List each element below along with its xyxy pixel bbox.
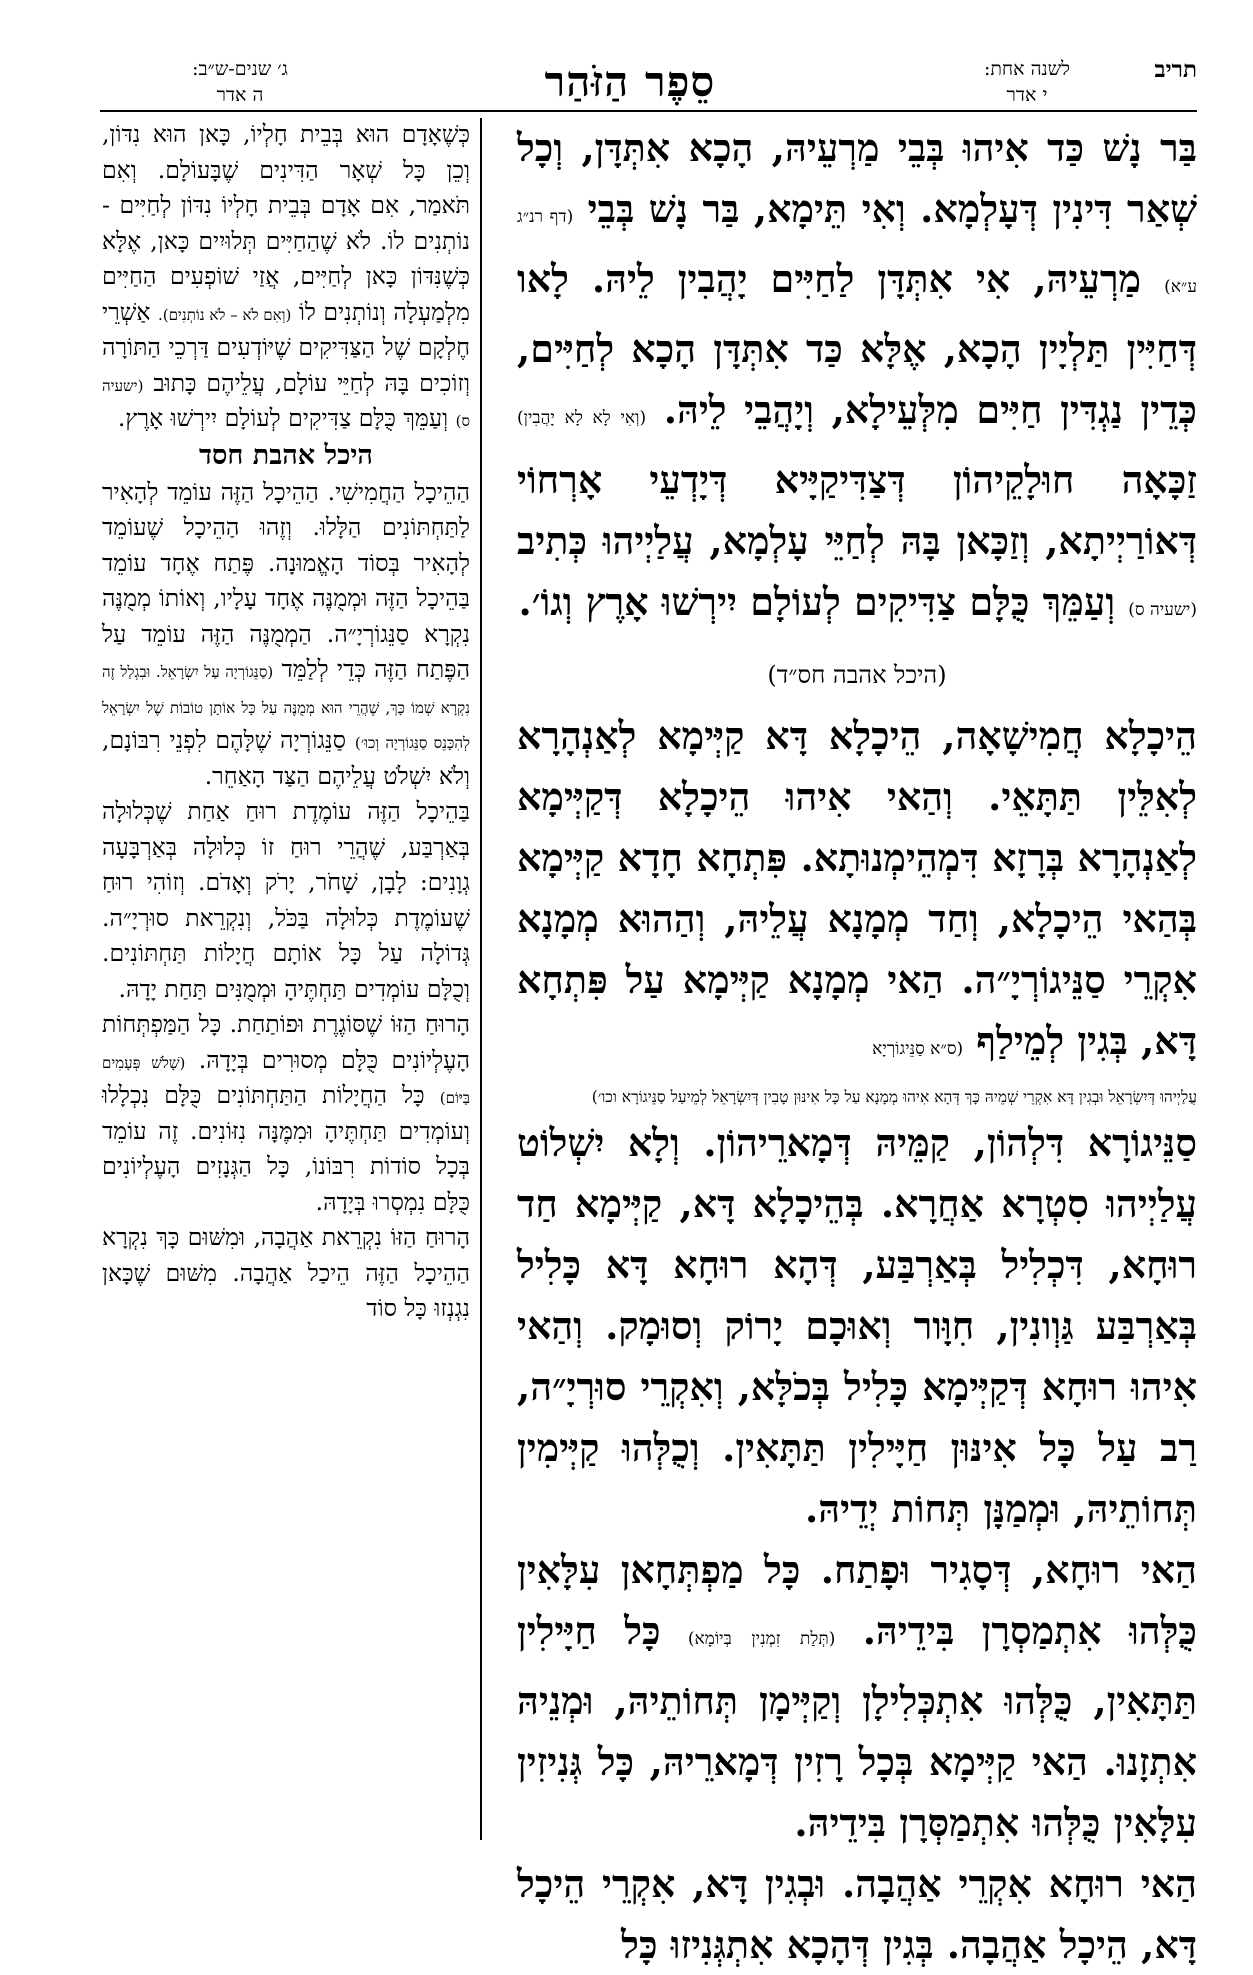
translation-text: כְּשֶׁאָדָם הוּא בְּבֵית חָלְיוֹ, כָּאן הוּא נִדּוֹן, וְכֵן כָּל שְׁאָר הַדִּינִים שֶׁבָּעוֹלָם. וְאִם תֹּאמַר, אִם אָדָם בְּבֵית חָלְיוֹ נִדּוֹן לְחַיִּים - נוֹתְנִים לוֹ. לֹא שֶׁהַחַיִּים תְּלוּיִים כָּאן, אֶלָּא כְּשֶׁנִּדּוֹן כָּאן לְחַיִּים, אֲזַי שׁוֹפְעִים הַחַיִּים מִלְמַעְלָה וְנוֹתְנִים לוֹ	[102, 120, 470, 326]
main-column	[517, 117, 1198, 1967]
verse-source: (ישעיה ס)	[102, 376, 470, 430]
verse-source: (ישעיה ס)	[1128, 600, 1197, 620]
main-paragraph	[517, 705, 1197, 1080]
schedule-line: ג׳ שנים-ש״ב:	[192, 58, 288, 80]
main-paragraph	[517, 1853, 1197, 1975]
main-paragraph	[517, 1112, 1197, 1539]
main-text: מַרְעֵיהּ, אִי אִתְּדָּן לַחַיִּים יָהֲבִין לֵיהּ. לָאו דְּחַיִּין תַּלְיָין הָכָא, אֶלָּא כַּד אִתְּדָּן הָכָא לְחַיִּים, כְּדֵין נַגְדִּין חַיִּים מִלְּעֵילָא, וְיָהֲבֵי לֵיהּ.	[517, 256, 1197, 432]
variant-note: (וְאִי לָא לָא יָהֲבִין)	[517, 408, 647, 428]
section-heading: היכל אהבת חסד	[199, 439, 373, 471]
main-text: הַאי רוּחָא, דְּסָגִיר וּפָתַח. כָּל מַפְתְּחָאן עִלָּאִין כֻּלְּהוּ אִתְמַסְרָן בִּידֵיהּ.	[517, 1547, 1197, 1653]
translation-paragraph	[102, 475, 470, 795]
main-paragraph	[517, 1539, 1197, 1853]
variant-note: (וְאִם לֹא – לֹא נוֹתְנִים).	[157, 305, 292, 324]
main-paragraph	[517, 117, 1197, 641]
translation-text: אַשְׁרֵי חֶלְקָם שֶׁל הַצַּדִּיקִים שֶׁיּוֹדְעִים דַּרְכֵי הַתּוֹרָה וְזוֹכִים בָּהּ לְחַיֵּי עוֹלָם, עֲלֵיהֶם כָּתוּב	[102, 297, 470, 397]
translation-text: וְעַמֵּךְ כֻּלָּם צַדִּיקִים לְעוֹלָם יִירְשׁוּ אָרֶץ.	[117, 404, 449, 432]
translation-paragraph	[102, 794, 470, 1007]
schedule-line: לשנה אחת:	[983, 58, 1071, 80]
section-heading: (היכל אהבה חס״ד)	[767, 661, 947, 689]
main-text: זַכָּאָה חוּלָקֵיהוֹן דְּצַדִּיקַיָּיא דְּיָדְעֵי אָרְחוֹי דְּאוֹרַיְיתָא, וְזַכָּאן בָּהּ לְחַיֵּי עָלְמָא, עֲלַיְיהוּ כְּתִיב	[517, 457, 1197, 563]
translation-text: כָּל הַחֲיָלוֹת הַתַּחְתּוֹנִים כֻּלָּם נִכְלָלוּ וְעוֹמְדִים תַּחְתֶּיהָ וּמִמֶּנָּה נִזּוֹנִים. זֶה עוֹמֵד בְּכָל סוֹדוֹת רִבּוֹנוֹ, כָּל הַגְּנָזִים הָעֶלְיוֹנִים כֻּלָּם נִמְסְרוּ בְּיָדָהּ.	[102, 1081, 470, 1216]
folio-number: תריב	[1154, 56, 1197, 83]
header-right	[897, 52, 1197, 112]
translation-paragraph	[102, 1220, 470, 1327]
variant-note: (ס״א סַנֵּיגוֹרְיָא	[872, 1039, 964, 1059]
main-text: הֵיכָלָא חֲמִישָׁאָה, הֵיכָלָא דָּא קַיְּימָא לְאַנְהָרָא לְאִלֵּין תַּתָּאֵי. וְהַאי אִיהוּ הֵיכָלָא דְּקַיְּימָא לְאַנְהָרָא בְּרָזָא דִּמְהֵימְנוּתָא. פִּתְחָא חָדָא קַיְּימָא בְּהַאי הֵיכָלָא, וְחַד מְמָנָא עֲלֵיהּ, וְהַהוּא מְמָנָא אִקְרֵי סַנֵּיגוֹרְיָ״ה. הַאי מְמָנָא קַיְּימָא עַל פִּתְחָא דָּא, בְּגִין לְמֵילַף	[517, 713, 1197, 1063]
translation-paragraph	[102, 117, 470, 437]
variant-note: (סַנֵּגוֹרְיָה עַל יִשְׂרָאֵל. וּבִגְלַל זֶה נִקְרָא שְׁמוֹ כָּךְ, שֶׁהֲרֵי הוּא מְמֻנֶּה עַל כָּל אוֹתָן טוֹבוֹת שֶׁל יִשְׂרָאֵל לְהִכָּנֵס סַנֵּגוֹרְיָה וְכוּ׳)	[102, 663, 470, 752]
translation-text: הַהֵיכָל הַחֲמִישִׁי. הַהֵיכָל הַזֶּה עוֹמֵד לְהָאִיר לַתַּחְתּוֹנִים הַלָּלוּ. וְזֶהוּ הַהֵיכָל שֶׁעוֹמֵד לְהָאִיר בְּסוֹד הָאֱמוּנָה. פֶּתַח אֶחָד עוֹמֵד בַּהֵיכָל הַזֶּה וּמְמֻנֶּה אֶחָד עָלָיו, וְאוֹתוֹ מְמֻנֶּה נִקְרָא סַנֵּגוֹרְיָ״ה. הַמְמֻנֶּה הַזֶּה עוֹמֵד עַל הַפֶּתַח הַזֶּה כְּדֵי לְלַמֵּד	[102, 477, 470, 683]
translation-text: הָרוּחַ הַזּוֹ שֶׁסּוֹגֶרֶת וּפוֹתַחַת. כָּל הַמַּפְתְּחוֹת הָעֶלְיוֹנִים כֻּלָּם מְסוּרִים בְּיָדָהּ.	[102, 1010, 470, 1074]
main-text: הַאי רוּחָא אִקְרֵי אַהֲבָה. וּבְגִין דָּא, אִקְרֵי הֵיכָל דָּא, הֵיכָל אַהֲבָה. בְּגִין דְּהָכָא אִתְגְּנִיזוּ כָּל	[517, 1861, 1197, 1967]
reading-schedule-left	[170, 56, 310, 108]
translation-paragraph	[102, 1007, 470, 1220]
schedule-line: ה אדר	[216, 84, 264, 106]
main-text: בַּר נָשׁ כַּד אִיהוּ בְּבֵי מַרְעֵיהּ, הָכָא אִתְּדָּן, וְכָל שְׁאַר דִּינִין דְּעָלְמָא. וְאִי תֵּימָא, בַּר נָשׁ בְּבֵי	[517, 125, 1198, 231]
schedule-line: י אדר	[1006, 84, 1048, 106]
header-rule	[100, 110, 1197, 112]
reading-schedule-right	[957, 56, 1097, 108]
translation-text: הָרוּחַ הַזּוֹ נִקְרֵאת אַהֲבָה, וּמִשּׁוּם כָּךְ נִקְרָא הַהֵיכָל הַזֶּה הֵיכַל אַהֲבָה. מִשּׁוּם שֶׁכָּאן נִגְנְזוּ כָּל סוֹד	[102, 1223, 470, 1322]
variant-note: (תְּלַת זִמְנִין בְּיוֹמָא)	[687, 1629, 836, 1649]
variant-note-block: עֲלַיְיהוּ דְּיִשְׂרָאֵל וּבְגִין דָּא אִקְרֵי שְׁמֵיהּ כָּךְ דְּהָא אִיהוּ מְמָנָא עַל כָּל אִינּוּן טָבִין דְּיִשְׂרָאֵל לְמֵיעַל סַנֵּיגוֹרָא וכו׳)	[591, 1088, 1197, 1106]
translation-text: סַנֵּגוֹרְיָה שֶׁלָּהֶם לִפְנֵי רִבּוֹנָם, וְלֹא יִשְׁלֹט עֲלֵיהֶם הַצַּד הָאַחֵר.	[102, 726, 470, 790]
main-text: סַנֵּיגוֹרָא דִּלְהוֹן, קַמֵּיהּ דְּמָארֵיהוֹן. וְלָא יִשְׁלוֹט עֲלַיְיהוּ סִטְרָא אַחֲרָא. בְּהֵיכָלָא דָּא, קַיְּימָא חַד רוּחָא, דִּכְלִיל בְּאַרְבַּע, דְּהָא רוּחָא דָּא כָּלִיל בְּאַרְבַּע גַּוְונִין, חִוָּור וְאוּכָם יָרוֹק וְסוּמָק. וְהַאי אִיהוּ רוּחָא דְּקַיְּימָא כָּלִיל בְּכֹלָּא, וְאִקְרֵי סוּרְיָ״ה, רַב עַל כָּל אִינּוּן חַיָּילִין תַּתָּאִין. וְכֻלְּהוּ קַיְּימִין תְּחוֹתֵיהּ, וּמְמַנָּן תְּחוֹת יְדֵיהּ.	[517, 1120, 1197, 1531]
main-text: כָּל חַיָּילִין תַּתָּאִין, כֻּלְּהוּ אִתְכְּלִילָן וְקַיְּימָן תְּחוֹתֵיהּ, וּמְנֵיהּ אִתְזָנוּ. הַאי קַיְּימָא בְּכָל רָזִין דְּמָארֵיהּ, כָּל גְּנִיזִין עִלָּאִין כֻּלְּהוּ אִתְמַסְּרָן בִּידֵיהּ.	[517, 1608, 1197, 1845]
main-text: וְעַמֵּךְ כֻּלָּם צַדִּיקִים לְעוֹלָם יִירְשׁוּ אָרֶץ וְגוֹ׳.	[518, 579, 1116, 624]
page-reference: (דף רנ״ג ע״א)	[517, 207, 1198, 297]
header-center	[480, 52, 780, 112]
book-title: סֵפֶר הַזֹּהַר	[544, 57, 716, 106]
variant-note: (שָׁלֹשׁ פְּעָמִים בַּיּוֹם)	[102, 1053, 470, 1107]
header-left	[110, 52, 350, 112]
translation-column	[102, 117, 470, 1847]
translation-text: בַּהֵיכָל הַזֶּה עוֹמֶדֶת רוּחַ אַחַת שֶׁכְּלוּלָה בְּאַרְבַּע, שֶׁהֲרֵי רוּחַ זוֹ כְּלוּלָה בְּאַרְבָּעָה גְוָנִים: לָבָן, שָׁחֹר, יָרֹק וְאָדֹם. וְזוֹהִי רוּחַ שֶׁעוֹמֶדֶת כְּלוּלָה בַּכֹּל, וְנִקְרֵאת סוּרְיָ״ה. גְּדוֹלָה עַל כָּל אוֹתָם חֲיָלוֹת תַּחְתּוֹנִים. וְכֻלָּם עוֹמְדִים תַּחְתֶּיהָ וּמְמֻנִּים תַּחַת יָדָהּ.	[102, 797, 470, 1003]
column-divider	[480, 118, 482, 1840]
